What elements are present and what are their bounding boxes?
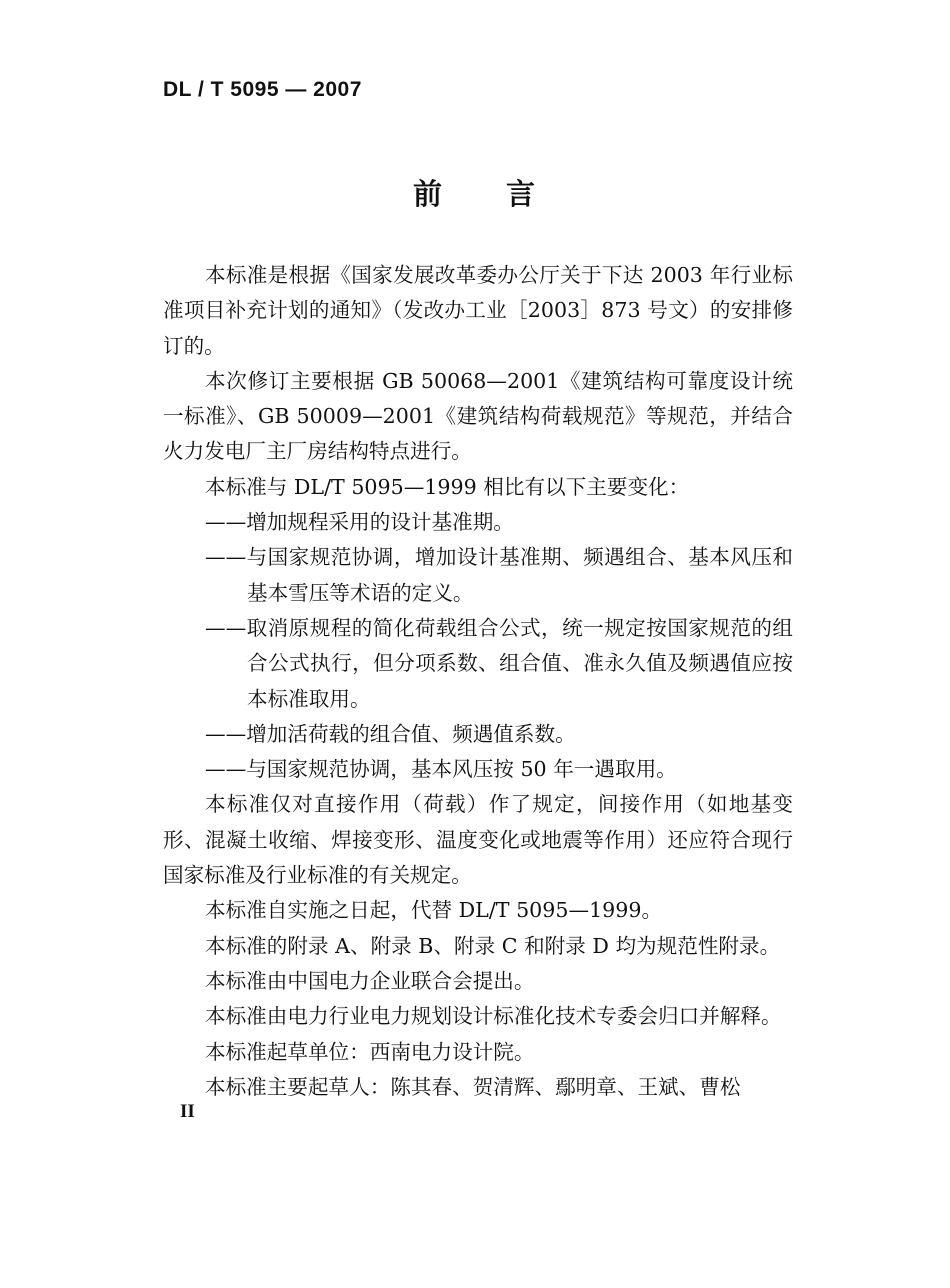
paragraph: 本标准自实施之日起，代替 DL/T 5095—1999。 [205, 898, 663, 923]
paragraph: 本标准仅对直接作用（荷载）作了规定，间接作用（如地基变形、混凝土收缩、焊接变形、温度变化或地震等作用）还应符合现行国家标准及行业标准的有关规定。 [163, 792, 793, 888]
paragraph: 本标准起草单位：西南电力设计院。 [205, 1039, 535, 1064]
standard-code: DL / T 5095 — 2007 [163, 78, 362, 101]
page-number: II [180, 1101, 195, 1122]
paragraph: 本标准的附录 A、附录 B、附录 C 和附录 D 均为规范性附录。 [205, 933, 781, 958]
change-item: ——取消原规程的简化荷载组合公式，统一规定按国家规范的组合公式执行，但分项系数、组合值、准永久值及频遇值应按本标准取用。 [205, 615, 793, 711]
title-char-1: 前 [412, 177, 444, 211]
paragraph: 本标准由中国电力企业联合会提出。 [205, 968, 535, 993]
paragraph: 本标准是根据《国家发展改革委办公厅关于下达 2003 年行业标准项目补充计划的通知》（发改办工业［2003］873 号文）的安排修订的。 [163, 263, 793, 358]
paragraph: 本标准由电力行业电力规划设计标准化技术专委会归口并解释。 [205, 1004, 782, 1029]
paragraph: 本标准主要起草人：陈其春、贺清辉、鄢明章、王斌、曹松 [205, 1074, 741, 1099]
paragraph: 本标准与 DL/T 5095—1999 相比有以下主要变化： [205, 474, 690, 499]
change-item: ——增加活荷载的组合值、频遇值系数。 [205, 721, 576, 746]
change-item: ——与国家规范协调，基本风压按 50 年一遇取用。 [205, 757, 677, 782]
preface-body [163, 258, 793, 1105]
title-char-2: 言 [506, 177, 538, 211]
change-item: ——与国家规范协调，增加设计基准期、频遇组合、基本风压和基本雪压等术语的定义。 [205, 545, 793, 605]
paragraph: 本次修订主要根据 GB 50068—2001《建筑结构可靠度设计统一标准》、GB 50009—2001《建筑结构荷载规范》等规范，并结合火力发电厂主厂房结构特点进行。 [163, 368, 793, 464]
page-title [0, 172, 950, 213]
change-item: ——增加规程采用的设计基准期。 [205, 510, 514, 535]
